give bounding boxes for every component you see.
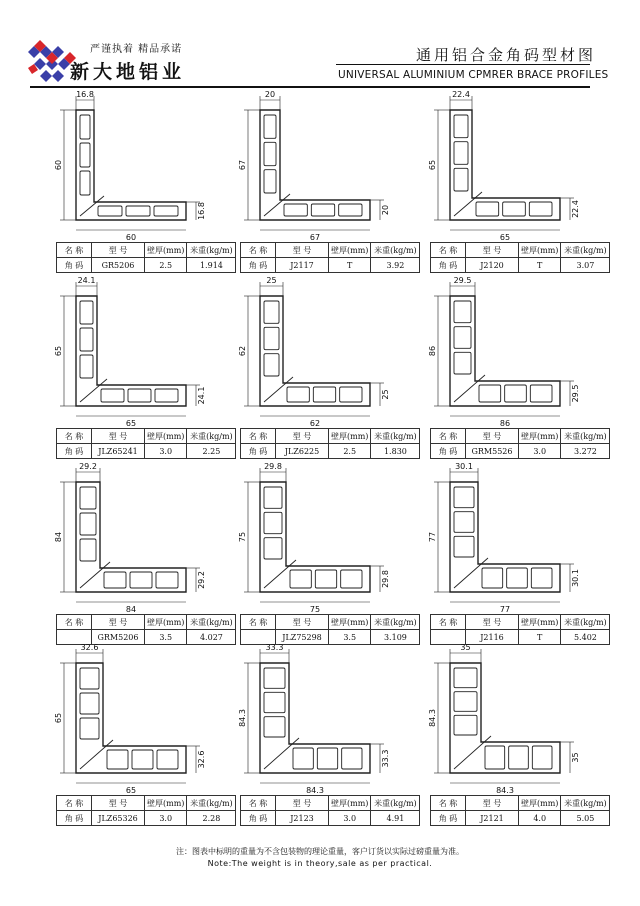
profile-outline [450, 482, 560, 592]
spec-header: 名 称 [241, 243, 276, 258]
profile-chambers [264, 301, 362, 402]
spec-header: 米重(kg/m) [561, 615, 610, 630]
profile-chambers [454, 115, 552, 216]
spec-weight: 2.25 [187, 444, 236, 459]
dim-right-label: 16.8 [197, 202, 206, 220]
dim-right-label: 32.6 [197, 750, 206, 769]
profile-chambers [80, 301, 178, 402]
profile-drawing [232, 278, 422, 428]
spec-name: 角 码 [431, 258, 466, 273]
spec-table [56, 428, 236, 459]
profile-chambers [264, 115, 362, 216]
spec-weight: 3.92 [371, 258, 420, 273]
spec-wall: 3.0 [145, 811, 187, 826]
profile-card [48, 464, 238, 664]
dim-bottom-label: 60 [125, 233, 137, 242]
spec-header: 名 称 [431, 429, 466, 444]
dim-right-label: 24.1 [197, 386, 206, 405]
spec-header: 型 号 [466, 243, 519, 258]
profile-chambers [80, 487, 178, 588]
profile-outline [76, 110, 186, 220]
spec-wall: 2.5 [145, 258, 187, 273]
profile-chambers [264, 668, 362, 769]
dim-left-label: 77 [428, 531, 437, 543]
dim-bottom-label: 65 [125, 786, 137, 795]
dim-left-label: 67 [238, 159, 247, 171]
spec-header: 壁厚(mm) [519, 615, 561, 630]
spec-table [430, 428, 610, 459]
profile-drawing [232, 92, 422, 242]
spec-weight: 4.027 [187, 630, 236, 645]
spec-header: 型 号 [92, 615, 145, 630]
spec-header: 名 称 [431, 615, 466, 630]
page-title-cn: 通用铝合金角码型材图 [416, 46, 597, 64]
spec-header: 米重(kg/m) [561, 429, 610, 444]
spec-weight: 1.830 [371, 444, 420, 459]
dim-left-label: 84 [54, 531, 63, 543]
spec-header: 型 号 [466, 615, 519, 630]
spec-model: GR5206 [92, 258, 145, 273]
spec-header: 名 称 [57, 796, 92, 811]
dim-left-label: 62 [238, 345, 247, 357]
spec-header: 型 号 [92, 796, 145, 811]
spec-name: 角 码 [57, 444, 92, 459]
dim-bottom-label: 84 [125, 605, 137, 614]
profile-card [232, 645, 422, 845]
profile-chambers [454, 487, 552, 588]
dim-top-label: 25 [266, 276, 277, 285]
spec-name: 角 码 [241, 258, 276, 273]
spec-header: 壁厚(mm) [329, 615, 371, 630]
profile-outline [260, 296, 370, 406]
dim-bottom-label: 77 [499, 605, 511, 614]
dim-top-label: 20 [264, 90, 276, 99]
header-rule [30, 86, 590, 88]
profile-drawing [422, 278, 612, 428]
spec-model: J2116 [466, 630, 519, 645]
dim-top-label: 29.5 [453, 276, 472, 285]
spec-header: 米重(kg/m) [187, 429, 236, 444]
dim-left-label: 75 [238, 531, 247, 543]
profile-drawing [422, 92, 612, 242]
dim-bottom-label: 62 [309, 419, 321, 428]
spec-header: 名 称 [57, 615, 92, 630]
spec-weight: 4.91 [371, 811, 420, 826]
dim-top-label: 32.6 [80, 643, 99, 652]
profile-drawing [48, 464, 238, 614]
dim-top-label: 35 [460, 643, 471, 652]
profile-drawing [232, 464, 422, 614]
spec-wall: 3.0 [329, 811, 371, 826]
spec-name: 角 码 [431, 811, 466, 826]
profile-card [232, 92, 422, 292]
dim-left-label: 86 [428, 345, 437, 357]
dim-bottom-label: 67 [309, 233, 321, 242]
spec-table [240, 795, 420, 826]
spec-header: 型 号 [276, 429, 329, 444]
spec-header: 型 号 [276, 796, 329, 811]
page-title-en: UNIVERSAL ALUMINIUM CPMRER BRACE PROFILES [338, 69, 609, 81]
spec-wall: 3.0 [519, 444, 561, 459]
dim-right-label: 20 [381, 204, 390, 216]
spec-weight: 5.402 [561, 630, 610, 645]
dim-bottom-label: 84.3 [496, 786, 514, 795]
weight-note-en: Note:The weight is in theory,sale as per practical. [207, 859, 433, 868]
spec-model: J2120 [466, 258, 519, 273]
dim-bottom-label: 65 [125, 419, 137, 428]
spec-header: 名 称 [241, 429, 276, 444]
dim-right-label: 33.3 [381, 749, 390, 768]
spec-model: J2117 [276, 258, 329, 273]
dim-left-label: 84.3 [238, 709, 247, 727]
dim-right-label: 35 [571, 752, 580, 763]
spec-table [56, 795, 236, 826]
spec-weight: 5.05 [561, 811, 610, 826]
spec-weight: 2.28 [187, 811, 236, 826]
spec-header: 型 号 [92, 429, 145, 444]
profile-outline [76, 482, 186, 592]
profile-outline [260, 663, 370, 773]
spec-header: 名 称 [431, 243, 466, 258]
spec-wall: 3.0 [145, 444, 187, 459]
profile-card [232, 464, 422, 664]
dim-left-label: 65 [54, 712, 63, 724]
spec-model: JLZ75298 [276, 630, 329, 645]
spec-header: 名 称 [57, 429, 92, 444]
dim-right-label: 25 [381, 389, 390, 400]
profile-card [422, 92, 612, 292]
dim-left-label: 65 [54, 345, 63, 357]
dim-right-label: 29.8 [381, 570, 390, 588]
spec-header: 壁厚(mm) [145, 429, 187, 444]
profile-chambers [80, 668, 178, 769]
profile-chambers [454, 301, 552, 402]
dim-right-label: 29.5 [571, 384, 580, 403]
spec-header: 壁厚(mm) [329, 796, 371, 811]
dim-top-label: 29.2 [79, 462, 97, 471]
dim-left-label: 60 [54, 159, 63, 171]
spec-name: 角 码 [241, 811, 276, 826]
spec-wall: T [519, 630, 561, 645]
dim-top-label: 24.1 [77, 276, 96, 285]
profile-drawing [48, 278, 238, 428]
dim-bottom-label: 84.3 [306, 786, 324, 795]
spec-header: 米重(kg/m) [561, 243, 610, 258]
profile-card [232, 278, 422, 478]
dim-bottom-label: 86 [499, 419, 511, 428]
spec-header: 名 称 [241, 796, 276, 811]
spec-weight: 3.07 [561, 258, 610, 273]
spec-header: 型 号 [276, 243, 329, 258]
spec-model: GRM5206 [92, 630, 145, 645]
spec-wall: 3.5 [145, 630, 187, 645]
spec-header: 壁厚(mm) [329, 243, 371, 258]
spec-table [430, 614, 610, 645]
spec-model: J2123 [276, 811, 329, 826]
spec-header: 名 称 [431, 796, 466, 811]
spec-header: 型 号 [466, 429, 519, 444]
spec-header: 型 号 [92, 243, 145, 258]
spec-model: GRM5526 [466, 444, 519, 459]
title-divider [336, 64, 590, 65]
spec-table [430, 795, 610, 826]
dim-left-label: 84.3 [428, 709, 437, 727]
spec-model: JLZ6225 [276, 444, 329, 459]
spec-weight: 3.272 [561, 444, 610, 459]
spec-header: 型 号 [276, 615, 329, 630]
spec-table [430, 242, 610, 273]
dim-bottom-label: 75 [309, 605, 321, 614]
dim-top-label: 16.8 [76, 90, 94, 99]
spec-header: 米重(kg/m) [187, 615, 236, 630]
spec-model: JLZ65326 [92, 811, 145, 826]
profile-drawing [232, 645, 422, 795]
spec-wall: 3.5 [329, 630, 371, 645]
spec-header: 壁厚(mm) [519, 796, 561, 811]
spec-name: 角 码 [57, 258, 92, 273]
company-name: 新大地铝业 [70, 61, 186, 83]
spec-header: 壁厚(mm) [145, 243, 187, 258]
spec-header: 米重(kg/m) [371, 796, 420, 811]
dim-bottom-label: 65 [499, 233, 511, 242]
spec-name: 角 码 [57, 811, 92, 826]
spec-header: 米重(kg/m) [561, 796, 610, 811]
spec-wall: 2.5 [329, 444, 371, 459]
dim-top-label: 29.8 [264, 462, 282, 471]
spec-header: 米重(kg/m) [371, 615, 420, 630]
dim-top-label: 22.4 [452, 90, 470, 99]
profile-chambers [264, 487, 362, 588]
spec-name: 角 码 [241, 444, 276, 459]
spec-model: J2121 [466, 811, 519, 826]
profile-chambers [454, 668, 552, 769]
profile-card [422, 645, 612, 845]
spec-wall: T [329, 258, 371, 273]
spec-header: 名 称 [57, 243, 92, 258]
spec-header: 米重(kg/m) [371, 429, 420, 444]
spec-header: 米重(kg/m) [187, 243, 236, 258]
spec-wall: 4.0 [519, 811, 561, 826]
profile-drawing [422, 464, 612, 614]
profile-drawing [48, 92, 238, 242]
profile-outline [450, 110, 560, 220]
company-slogan: 严谨执着 精品承诺 [90, 44, 183, 55]
dim-right-label: 30.1 [571, 569, 580, 587]
profile-card [48, 92, 238, 292]
spec-name: 角 码 [431, 444, 466, 459]
spec-header: 壁厚(mm) [519, 429, 561, 444]
profile-drawing [48, 645, 238, 795]
dim-top-label: 33.3 [265, 643, 284, 652]
dim-right-label: 22.4 [571, 200, 580, 218]
spec-table [240, 242, 420, 273]
spec-weight: 1.914 [187, 258, 236, 273]
spec-header: 壁厚(mm) [145, 796, 187, 811]
spec-header: 米重(kg/m) [187, 796, 236, 811]
profile-card [48, 278, 238, 478]
spec-header: 壁厚(mm) [145, 615, 187, 630]
weight-note-cn: 注：图表中标明的重量为不含包装物的理论重量，客户订货以实际过磅重量为准。 [176, 847, 464, 856]
spec-weight: 3.109 [371, 630, 420, 645]
spec-table [56, 614, 236, 645]
spec-table [56, 242, 236, 273]
spec-model: JLZ65241 [92, 444, 145, 459]
spec-table [240, 614, 420, 645]
dim-left-label: 65 [428, 159, 437, 171]
spec-wall: T [519, 258, 561, 273]
profile-card [422, 278, 612, 478]
profile-card [48, 645, 238, 845]
dim-right-label: 29.2 [197, 571, 206, 589]
dim-top-label: 30.1 [455, 462, 473, 471]
profile-card [422, 464, 612, 664]
profile-outline [260, 110, 370, 220]
profile-drawing [422, 645, 612, 795]
spec-table [240, 428, 420, 459]
spec-header: 米重(kg/m) [371, 243, 420, 258]
spec-header: 壁厚(mm) [519, 243, 561, 258]
spec-header: 型 号 [466, 796, 519, 811]
spec-header: 名 称 [241, 615, 276, 630]
spec-header: 壁厚(mm) [329, 429, 371, 444]
